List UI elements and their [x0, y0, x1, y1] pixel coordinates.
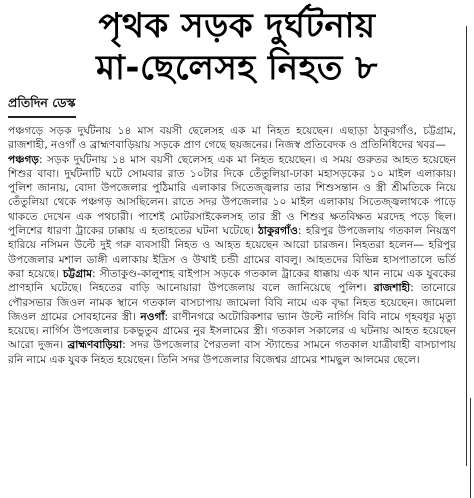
- dateline-panchagarh: পঞ্চগড়: [8, 153, 39, 166]
- report-text-brahmanbaria: : সদর উপজেলার পৈরতলা বাস স্ট্যান্ডের সামনে গতকাল যাত্রীবাহী বাসচাপায় রনি নামে এক যুবক নিহত হয়েছেন। তিনি সদর উপজেলার বিজেশ্বর গ্রামের শামছুল আলমের ছেলে।: [8, 339, 457, 366]
- headline-line-2: মা-ছেলেসহ নিহত ৮: [96, 48, 378, 88]
- dateline-brahmanbaria: ব্রাহ্মণবাড়িয়া: [67, 339, 123, 352]
- report-text-chattogram: : সীতাকুণ্ড-কালুশাহ বাইপাস সড়কে গতকাল ট্রাকের ধাক্কায় এক খান নামে এক যুবকের প্রাণহানি ঘটেছে। নিহতের বাড়ি আনোয়ারা উপজেলায় বলে জানিয়েছে পুলিশ।: [8, 267, 456, 295]
- report-text-thakurgaon: : হরিপুর উপজেলায় গতকাল নিয়ন্ত্রণ হারিয়ে নসিমন উল্টে দুই গরু ব্যবসায়ী নিহত ও আহত হয়েছেন আরো চারজন। নিহতরা হলেন— হরিপুর উপজেলার মশাল ডাঙ্গী এলাকায় ইদ্রিস ও উখাই চন্ডী গ্রামের বাবলু। আহতদের বিভিন্ন হাসপাতালে ভর্তি করা হয়েছে।: [8, 225, 456, 280]
- report-text-panchagarh: : সড়ক দুর্ঘটনায় ১৪ মাস বয়সী ছেলেসহ এক মা নিহত হয়েছেন। এ সময় গুরুতর আহত হয়েছেন শিশুর বাবা। দুর্ঘটনাটি ঘটে সোমবার রাত ১০টার দিকে তেঁতুলিয়া-ঢাকা মহাসড়কের ১০ মাইল এলাকায়। পুলিশ জানায়, বোদা উপজেলার পুঠিমারি এলাকার সিতেজ্জ্বলার তার শিশুসন্তান ও স্ত্রী শ্রীমতিকে নিয়ে তেঁতুলিয়া থেকে পঞ্চগড় আসছিলেন। রাতে সদর উপজেলার ১০ মাইল এলাকায় সিতেজ্জ্বলাথকে পাড়ে থাকতে দেখেন এক পথচারী। পাশেই মোটরসাইকেলসহ তার স্ত্রী ও শিশুর ক্ষতবিক্ষত মরদেহ পড়ে ছিল। পুলিশের ধারণা ট্রাকের ঢাক্কায় এ হতাহতের ঘটনা ঘটেছে।: [8, 153, 456, 238]
- report-text-naogaon: : রাণীনগরে অটোরিকশার ভ্যান উল্টে নার্গিস বিবি নামে গৃহবধূর মৃত্যু হয়েছে। নার্গিস উপজেলার চকভুতুব গ্রামের নুর ইসলামের স্ত্রী। গতকাল সকালের এ ঘটনায় আহত হয়েছেন আরো দুজন।: [8, 310, 457, 352]
- column-rule: [466, 26, 467, 466]
- report-text-rajshahi: : তানোরে পৌরসভার জিওল নামক স্থানে গতকাল বাসচাপায় জামেলা বিবি নামে এক বৃদ্ধা নিহত হয়েছেন। জামেলা জিওল গ্রামের সোবহানের স্ত্রী।: [8, 282, 456, 323]
- article-intro: পঞ্চগড়ে সড়ক দুর্ঘটনায় ১৪ মাস বয়সী ছেলেসহ এক মা নিহত হয়েছেন। এছাড়া ঠাকুরগাঁও, চট্টগ্রাম, রাজশাহী, নওগাঁ ও ব্রাহ্মণবাড়িয়ায় সড়কে প্রাণ গেছে ছয়জনের। নিজস্ব প্রতিবেদক ও প্রতিনিধিদের খবর—: [8, 125, 456, 152]
- headline-line-1: পৃথক সড়ক দুর্ঘটনায়: [98, 6, 376, 46]
- byline: প্রতিদিন ডেস্ক: [8, 95, 76, 118]
- headline: [0, 0, 474, 88]
- report-paragraph: [8, 153, 456, 367]
- dateline-rajshahi: রাজশাহী: [373, 282, 411, 295]
- dateline-chattogram: চট্টগ্রাম: [62, 267, 93, 280]
- article-body: [8, 124, 456, 367]
- column-rule-lower: [470, 398, 471, 498]
- dateline-naogaon: নওগাঁ: [140, 310, 165, 323]
- dateline-thakurgaon: ঠাকুরগাঁও: [258, 225, 298, 238]
